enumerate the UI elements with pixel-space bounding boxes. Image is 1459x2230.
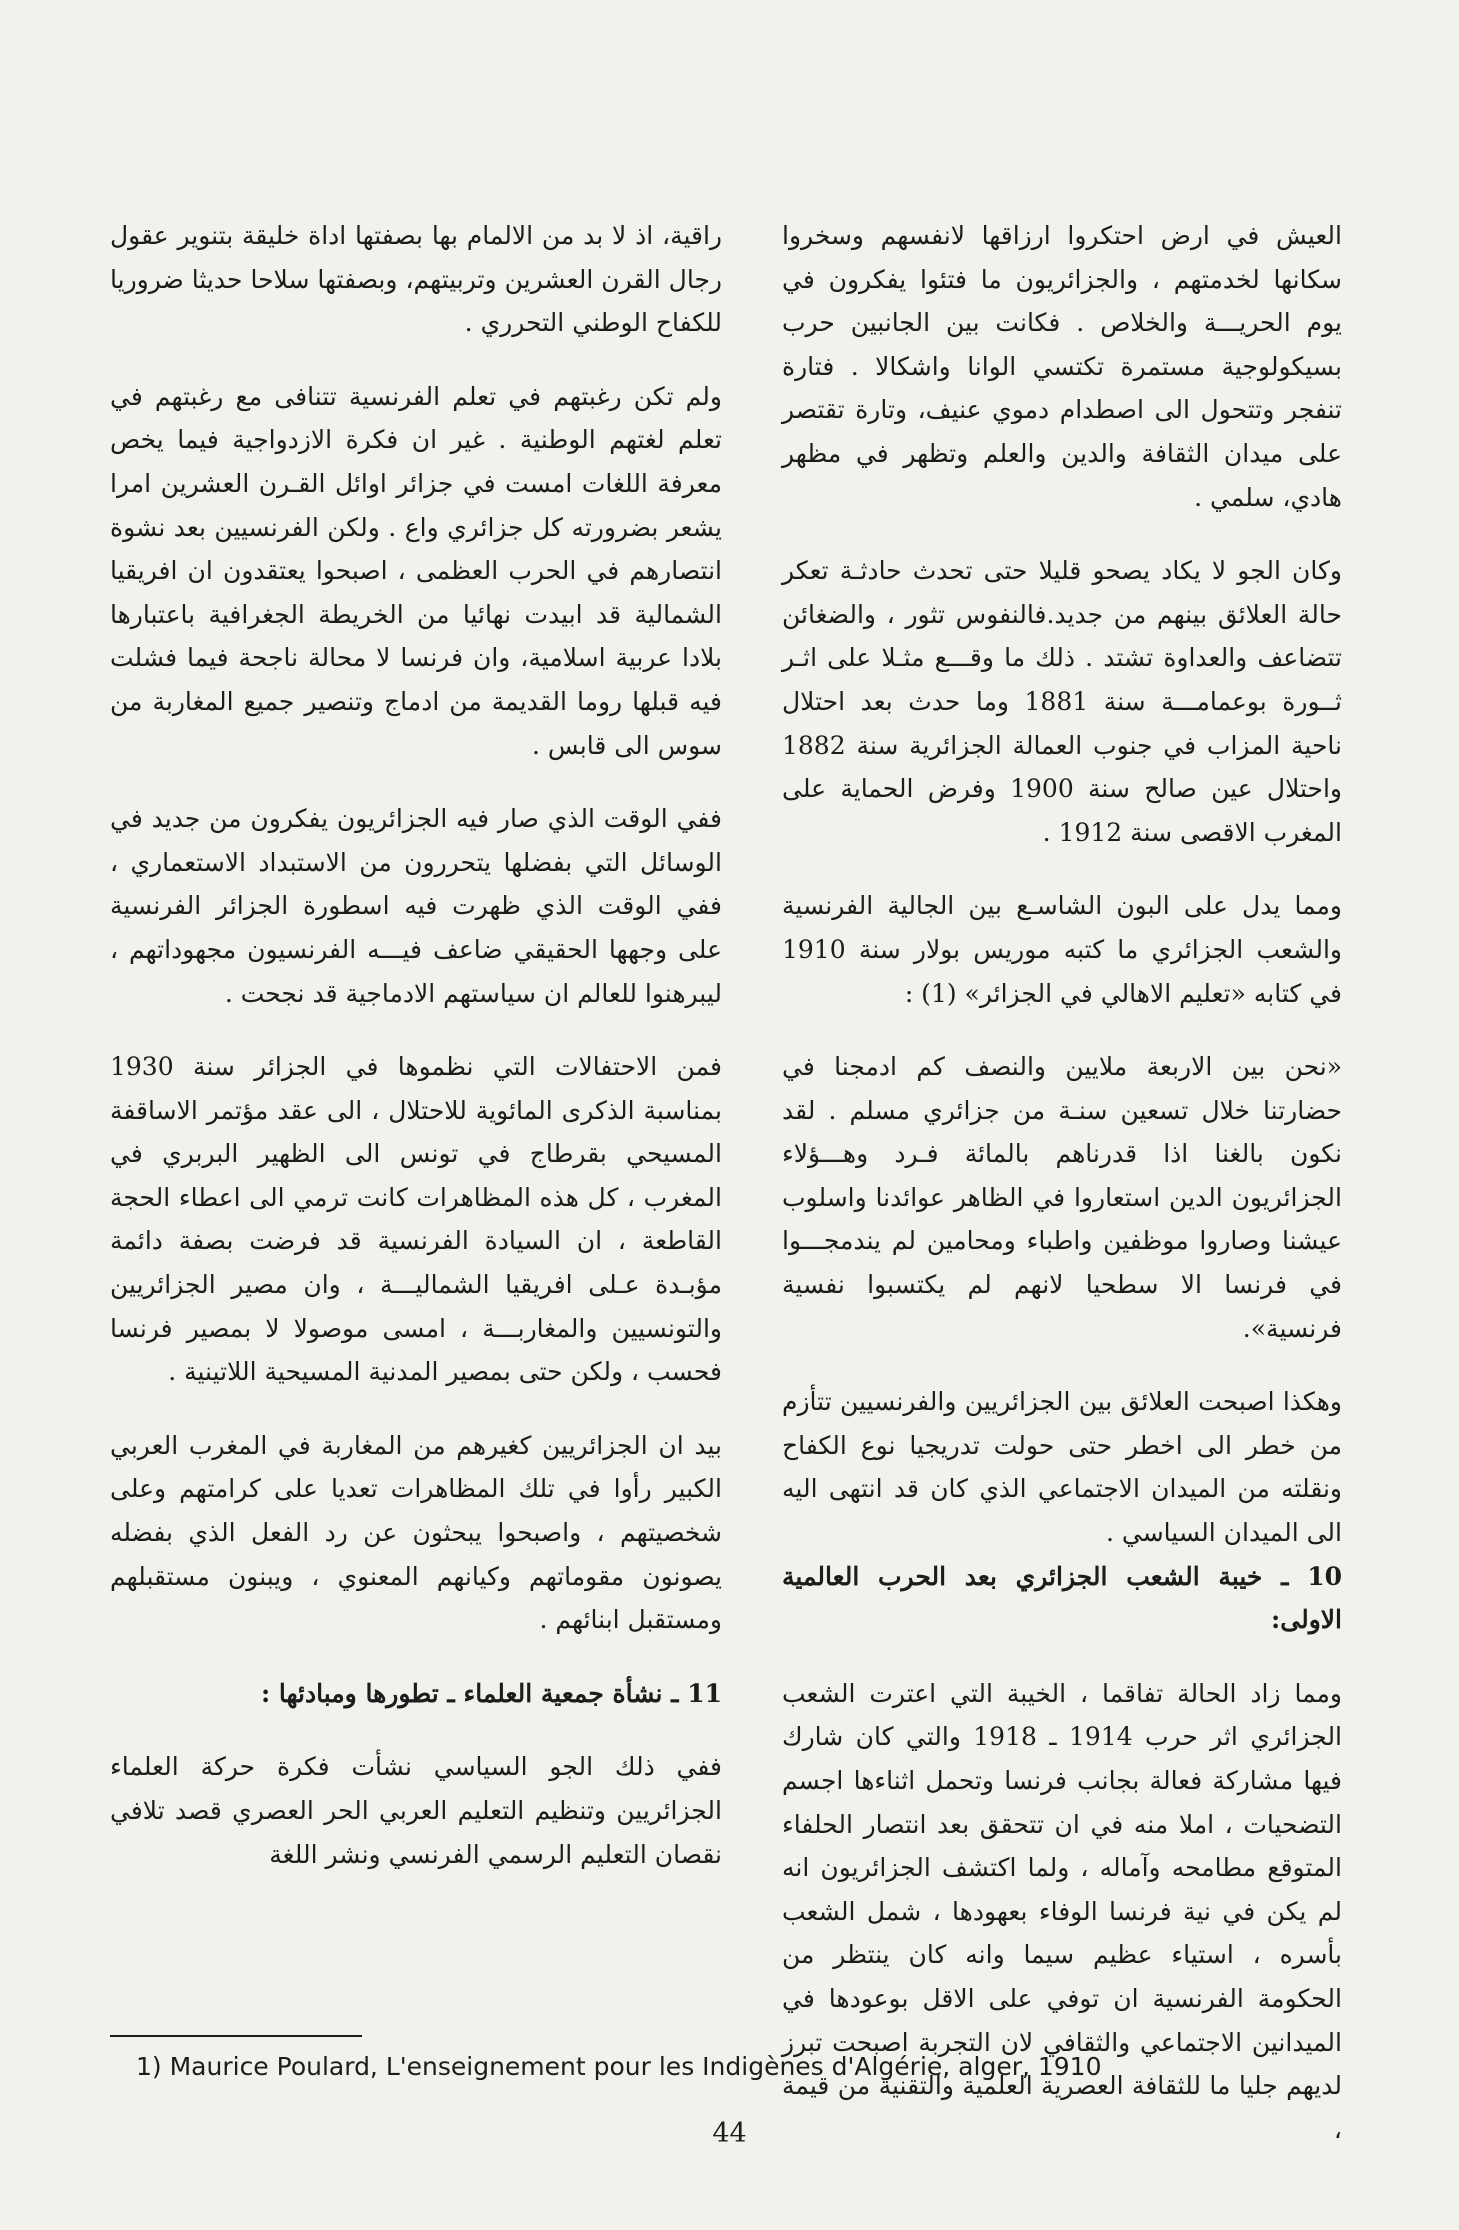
paragraph: ومما يدل على البون الشاسـع بين الجالية الفرنسية والشعب الجزائري ما كتبه موريس بولار سنة 1910 في كتابه «تعليم الاهالي في الجزائر» (1) :	[782, 891, 1342, 1008]
paragraph: وهكذا اصبحت العلائق بين الجزائريين والفرنسيين تتأزم من خطر الى اخطر حتى حولت تدريجيا نوع الكفاح ونقلته من الميدان الاجتماعي الذي كان قد انتهى اليه الى الميدان السياسي .	[782, 1387, 1342, 1548]
paragraph: ولم تكن رغبتهم في تعلم الفرنسية تتنافى مع رغبتهم في تعلم لغتهم الوطنية . غير ان فكرة الازدواجية فيما يخص معرفة اللغات امست في جزائر اوائل القـرن العشرين امرا يشعر بضرورته كل جزائري واع . ولكن الفرنسيين بعد نشوة انتصارهم في الحرب العظمى ، اصبحوا يعتقدون ان افريقيا الشمالية قد ابيدت نهائيا من الخريطة الجغرافية باعتبارها بلادا عربية اسلامية، وان فرنسا لا محالة ناجحة فيما فشلت فيه قبلها روما القديمة من ادماج وتنصير جميع المغاربة من سوس الى قابس .	[110, 381, 722, 760]
footnote-divider	[110, 2035, 362, 2037]
right-column	[782, 214, 1342, 2151]
section-heading: 11 ـ نشأة جمعية العلماء ـ تطورها ومبادئها :	[260, 1678, 722, 1708]
paragraph: فمن الاحتفالات التي نظموها في الجزائر سنة 1930 بمناسبة الذكرى المائوية للاحتلال ، الى عقد مؤتمر الاساقفة المسيحي بقرطاج في تونس الى الظهير البربري في المغرب ، كل هذه المظاهرات كانت ترمي الى اعطاء الحجة القاطعة ، ان السيادة الفرنسية قد فرضت بصفة دائمة مؤبـدة عـلى افريقيا الشماليـــة ، وان مصير الجزائريين والتونسيين والمغاربـــة ، امسى موصولا لا بمصير فرنسا فحسب ، ولكن حتى بمصير المدنية المسيحية اللاتينية .	[110, 1052, 722, 1387]
paragraph: العيش في ارض احتكروا ارزاقها لانفسهم وسخروا سكانها لخدمتهم ، والجزائريون ما فتئوا يفكرون في يوم الحريـــة والخلاص . فكانت بين الجانبين حرب بسيكولوجية مستمرة تكتسي الوانا واشكالا . فتارة تنفجر وتتحول الى اصطدام دموي عنيف، وتارة تقتصر على ميدان الثقافة والدين والعلم وتظهر في مظهر هادي، سلمي .	[782, 221, 1342, 512]
footnote: 1) Maurice Poulard, L'enseignement pour les Indigènes d'Algérie, alger, 1910	[136, 2052, 1102, 2081]
paragraph: وكان الجو لا يكاد يصحو قليلا حتى تحدث حادثـة تعكر حالة العلائق بينهم من جديد.فالنفوس تثور ، والضغائن تتضاعف والعداوة تشتد . ذلك ما وقـــع مثـلا على اثـر ثــورة بوعمامـــة سنة 1881 وما حدث بعد احتلال ناحية المزاب في جنوب العمالة الجزائرية سنة 1882 واحتلال عين صالح سنة 1900 وفرض الحماية على المغرب الاقصى سنة 1912 .	[782, 556, 1343, 847]
section-heading: 10 ـ خيبة الشعب الجزائري بعد الحرب العالمية الاولى:	[782, 1561, 1342, 1635]
paragraph: راقية، اذ لا بد من الالمام بها بصفتها اداة خليقة بتنوير عقول رجال القرن العشرين وتربيتهم، وبصفتها سلاحا حديثا ضروريا للكفاح الوطني التحرري .	[110, 221, 722, 338]
page-number: 44	[712, 2118, 747, 2149]
paragraph: بيد ان الجزائريين كغيرهم من المغاربة في المغرب العربي الكبير رأوا في تلك المظاهرات تعديا على كرامتهم وعلى شخصيتهم ، واصبحوا يبحثون عن رد الفعل الذي بفضله يصونون مقوماتهم وكيانهم المعنوي ، ويبنون مستقبلهم ومستقبل ابنائهم .	[110, 1430, 722, 1635]
paragraph: ومما زاد الحالة تفاقما ، الخيبة التي اعترت الشعب الجزائري اثر حرب 1914 ـ 1918 والتي كان شارك فيها مشاركة فعالة بجانب فرنسا وتحمل اثناءها اجسم التضحيات ، املا منه في ان تتحقق بعد انتصار الحلفاء المتوقع مطامحه وآماله ، ولما اكتشف الجزائريون انه لم يكن في نية فرنسا الوفاء بعهودها ، شمل الشعب بأسره ، استياء عظيم سيما وانه كان ينتظر من الحكومة الفرنسية ان توفي على الاقل بوعودها في الميدانين الاجتماعي والثقافي لان التجربة اصبحت تبرز لديهم جليا ما للثقافة العصرية العلمية والتقنية من قيمة ،	[782, 1678, 1343, 2144]
paragraph: ففي الوقت الذي صار فيه الجزائريون يفكرون من جديد في الوسائل التي بفضلها يتحررون من الاستبداد الاستعماري ، ففي الوقت الذي ظهرت فيه اسطورة الجزائر الفرنسية على وجهها الحقيقي ضاعف فيـــه الفرنسيون مجهوداتهم ، ليبرهنوا للعالم ان سياستهم الادماجية قد نجحت .	[110, 804, 722, 1008]
left-column	[110, 214, 722, 1876]
paragraph: ففي ذلك الجو السياسي نشأت فكرة حركة العلماء الجزائريين وتنظيم التعليم العربي الحر العصري قصد تلافي نقصان التعليم الرسمي الفرنسي ونشر اللغة	[110, 1752, 722, 1869]
quote-paragraph: «نحن بين الاربعة ملايين والنصف كم ادمجنا في حضارتنا خلال تسعين سنـة من جزائري مسلم . لقد نكون بالغنا اذا قدرناهم بالمائة فـرد وهـــؤلاء الجزائريون الدين استعاروا في الظاهر عوائدنا واسلوب عيشنا وصاروا موظفين واطباء ومحامين لم يندمجـــوا في فرنسا الا سطحيا لانهم لم يكتسبوا نفسية فرنسية».	[782, 1052, 1342, 1343]
